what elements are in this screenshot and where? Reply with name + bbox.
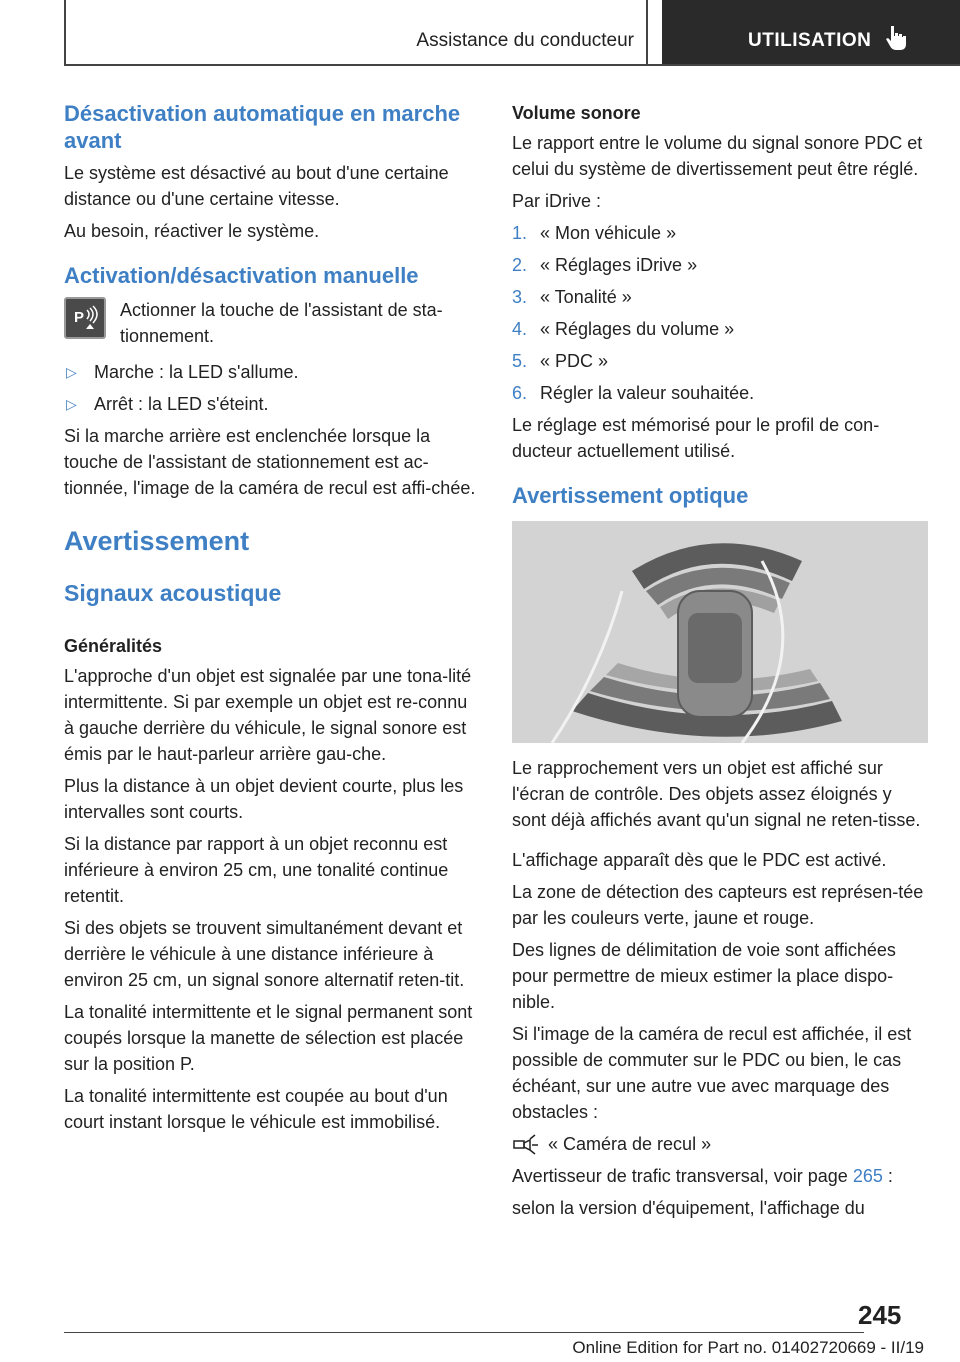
pdc-diagram [512, 521, 928, 743]
step-text: « Réglages du volume » [540, 319, 735, 339]
list-item: ▷ Marche : la LED s'allume. [64, 359, 478, 385]
list-item [512, 284, 928, 310]
paragraph: Le rapport entre le volume du signal sonore PDC et celui du système de divertissement peut être réglé. [512, 133, 923, 179]
pdc-display-illustration [512, 521, 928, 743]
cross-traffic-colon: : [887, 1166, 893, 1186]
idrive-steps [512, 220, 928, 406]
header-chapter-tab[interactable] [662, 0, 960, 64]
heading-visual-warning: Avertissement optique [512, 483, 749, 508]
paragraph: selon la version d'équipement, l'affichage du [512, 1198, 865, 1218]
paragraph: Au besoin, réactiver le système. [64, 221, 320, 241]
paragraph: L'approche d'un objet est signalée par une tona-lité intermittente. Si par exemple un objet est re-connu à gauche derrière du véhicule, le signal sonore est émis par le haut-parleur arrière gau-che. [64, 666, 472, 764]
paragraph: Le réglage est mémorisé pour le profil de con-ducteur actuellement utilisé. [512, 415, 880, 461]
paragraph: L'affichage apparaît dès que le PDC est activé. [512, 850, 887, 870]
paragraph: Si la marche arrière est enclenchée lorsque la touche de l'assistant de stationnement est ac-tionnée, l'image de la caméra de recul est affi-chée. [64, 426, 476, 498]
step-text: « PDC » [540, 351, 609, 371]
hand-pointer-icon [884, 24, 908, 52]
step-number: 6. [512, 383, 528, 403]
paragraph: Le système est désactivé au bout d'une certaine distance ou d'une certaine vitesse. [64, 163, 449, 209]
footer-rule [64, 1332, 864, 1333]
heading-acoustic-signals: Signaux acoustique [64, 580, 282, 606]
header-section-title: Assistance du conducteur [416, 30, 634, 51]
paragraph: Le rapprochement vers un objet est affiché sur l'écran de contrôle. Des objets assez éloignés y sont déjà affichés avant qu'un signal ne reten-tisse. [512, 758, 921, 830]
button-instruction-text: Actionner la touche de l'assistant de sta-tionnement. [120, 300, 443, 346]
step-number: 2. [512, 255, 528, 275]
header-section-tab[interactable] [66, 0, 648, 64]
parking-assistant-button-icon [64, 297, 106, 339]
rear-camera-option [512, 1131, 928, 1157]
step-number: 4. [512, 319, 528, 339]
cross-traffic-text: Avertisseur de trafic transversal, voir page [512, 1166, 848, 1186]
led-status-list [64, 359, 478, 417]
right-column [512, 100, 928, 1227]
paragraph: Plus la distance à un objet devient courte, plus les intervalles sont courts. [64, 776, 464, 822]
step-text: « Mon véhicule » [540, 223, 677, 243]
step-number: 1. [512, 223, 528, 243]
step-text: Régler la valeur souhaitée. [540, 383, 755, 403]
list-item [512, 252, 928, 278]
heading-manual-activation: Activation/désactivation manuelle [64, 263, 419, 288]
paragraph: Si des objets se trouvent simultanément devant et derrière le véhicule à une distance inférieure à environ 25 cm, un signal sonore alternatif reten-tit. [64, 918, 465, 990]
paragraph: La tonalité intermittente et le signal permanent sont coupés lorsque la manette de sélection est placée sur la position P. [64, 1002, 473, 1074]
list-item [512, 316, 928, 342]
heading-general: Généralités [64, 636, 163, 656]
rear-camera-label: « Caméra de recul » [548, 1134, 712, 1154]
rear-camera-icon [512, 1133, 540, 1155]
step-number: 5. [512, 351, 528, 371]
page-number: 245 [858, 1300, 902, 1330]
footer-edition: Online Edition for Part no. 01402720669 - II/19 [572, 1338, 924, 1357]
list-item [512, 380, 928, 406]
header-chapter-title: UTILISATION [748, 30, 872, 51]
heading-warning: Avertissement [64, 526, 250, 556]
vehicle-roof [688, 613, 742, 683]
paragraph: Si l'image de la caméra de recul est affichée, il est possible de commuter sur le PDC ou bien, le cas échéant, sur une autre vue avec marquage des obstacles : [512, 1024, 912, 1122]
paragraph: La tonalité intermittente est coupée au bout d'un court instant lorsque le véhicule est immobilisé. [64, 1086, 448, 1132]
left-column [64, 100, 478, 1141]
list-item: ▷ Arrêt : la LED s'éteint. [64, 391, 478, 417]
paragraph: Des lignes de délimitation de voie sont affichées pour permettre de mieux estimer la place dispo-nible. [512, 940, 896, 1012]
heading-auto-deactivation: Désactivation automatique en marche avant [64, 101, 461, 153]
step-text: « Réglages iDrive » [540, 255, 698, 275]
paragraph: Si la distance par rapport à un objet reconnu est inférieure à environ 25 cm, une tonalité continue retentit. [64, 834, 449, 906]
button-instruction [64, 297, 478, 349]
paragraph: La zone de détection des capteurs est représen-tée par les couleurs verte, jaune et rouge. [512, 882, 924, 928]
step-number: 3. [512, 287, 528, 307]
list-item [512, 348, 928, 374]
step-text: « Tonalité » [540, 287, 632, 307]
paragraph-cross-traffic [512, 1163, 928, 1189]
svg-text:P: P [74, 309, 85, 326]
header-rule [64, 64, 960, 66]
paragraph: Par iDrive : [512, 191, 602, 211]
page-link-265[interactable]: 265 [852, 1166, 883, 1186]
heading-volume: Volume sonore [512, 103, 641, 123]
list-item [512, 220, 928, 246]
